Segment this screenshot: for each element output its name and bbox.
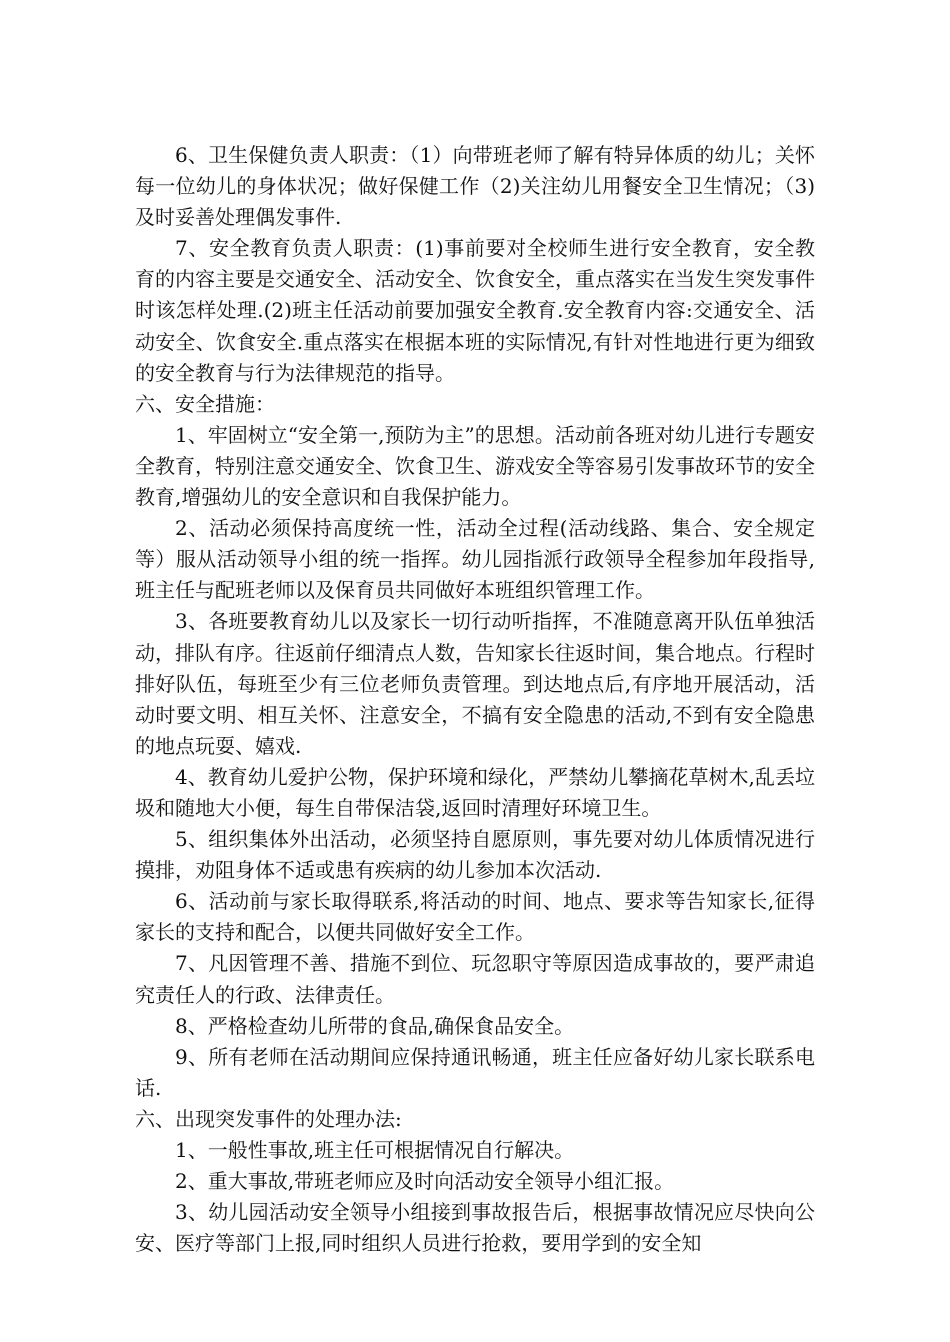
paragraph-measure-5: 5、组织集体外出活动，必须坚持自愿原则，事先要对幼儿体质情况进行摸排，劝阻身体不适或患有疾病的幼儿参加本次活动. [135,827,815,883]
paragraph-emergency-1: 1、一般性事故,班主任可根据情况自行解决。 [175,1138,575,1162]
document-page [135,140,815,1259]
paragraph-measure-2: 2、活动必须保持高度统一性，活动全过程(活动线路、集合、安全规定等）服从活动领导小组的统一指挥。幼儿园指派行政领导全程参加年段指导,班主任与配班老师以及保育员共同做好本班组织管理工作。 [135,516,815,603]
paragraph-measure-7: 7、凡因管理不善、措施不到位、玩忽职守等原因造成事故的，要严肃追究责任人的行政、法律责任。 [135,951,815,1007]
paragraph-measure-6: 6、活动前与家长取得联系,将活动的时间、地点、要求等告知家长,征得家长的支持和配合，以便共同做好安全工作。 [135,889,815,945]
paragraph-measure-3: 3、各班要教育幼儿以及家长一切行动听指挥，不准随意离开队伍单独活动，排队有序。往返前仔细清点人数，告知家长往返时间，集合地点。行程时排好队伍，每班至少有三位老师负责管理。到达地点后,有序地开展活动，活动时要文明、相互关怀、注意安全，不搞有安全隐患的活动,不到有安全隐患的地点玩耍、嬉戏. [135,609,815,758]
paragraph-emergency-3: 3、幼儿园活动安全领导小组接到事故报告后，根据事故情况应尽快向公安、医疗等部门上报,同时组织人员进行抢救，要用学到的安全知 [135,1200,815,1256]
section-heading-safety-measures: 六、安全措施： [135,391,275,416]
section-heading-emergency-handling: 六、出现突发事件的处理办法: [135,1106,402,1131]
paragraph-measure-4: 4、教育幼儿爱护公物，保护环境和绿化，严禁幼儿攀摘花草树木,乱丢垃圾和随地大小便，每生自带保洁袋,返回时清理好环境卫生。 [135,764,815,820]
paragraph-measure-1: 1、牢固树立“安全第一,预防为主”的思想。活动前各班对幼儿进行专题安全教育，特别注意交通安全、饮食卫生、游戏安全等容易引发事故环节的安全教育,增强幼儿的安全意识和自我保护能力。 [135,422,815,510]
paragraph-emergency-2: 2、重大事故,带班老师应及时向活动安全领导小组汇报。 [175,1169,675,1194]
paragraph-health-duties: 6、卫生保健负责人职责：（1）向带班老师了解有特异体质的幼儿；关怀每一位幼儿的身体状况；做好保健工作（2)关注幼儿用餐安全卫生情况；（3)及时妥善处理偶发事件. [135,143,815,230]
paragraph-safety-education-duties: 7、安全教育负责人职责：(1)事前要对全校师生进行安全教育，安全教育的内容主要是交通安全、活动安全、饮食安全，重点落实在当发生突发事件时该怎样处理.(2)班主任活动前要加强安全教育.安全教育内容:交通安全、活动安全、饮食安全.重点落实在根据本班的实际情况,有针对性地进行更为细致的安全教育与行为法律规范的指导。 [135,236,815,385]
paragraph-measure-9: 9、所有老师在活动期间应保持通讯畅通，班主任应备好幼儿家长联系电话. [135,1044,815,1100]
paragraph-measure-8: 8、严格检查幼儿所带的食品,确保食品安全。 [175,1013,575,1038]
